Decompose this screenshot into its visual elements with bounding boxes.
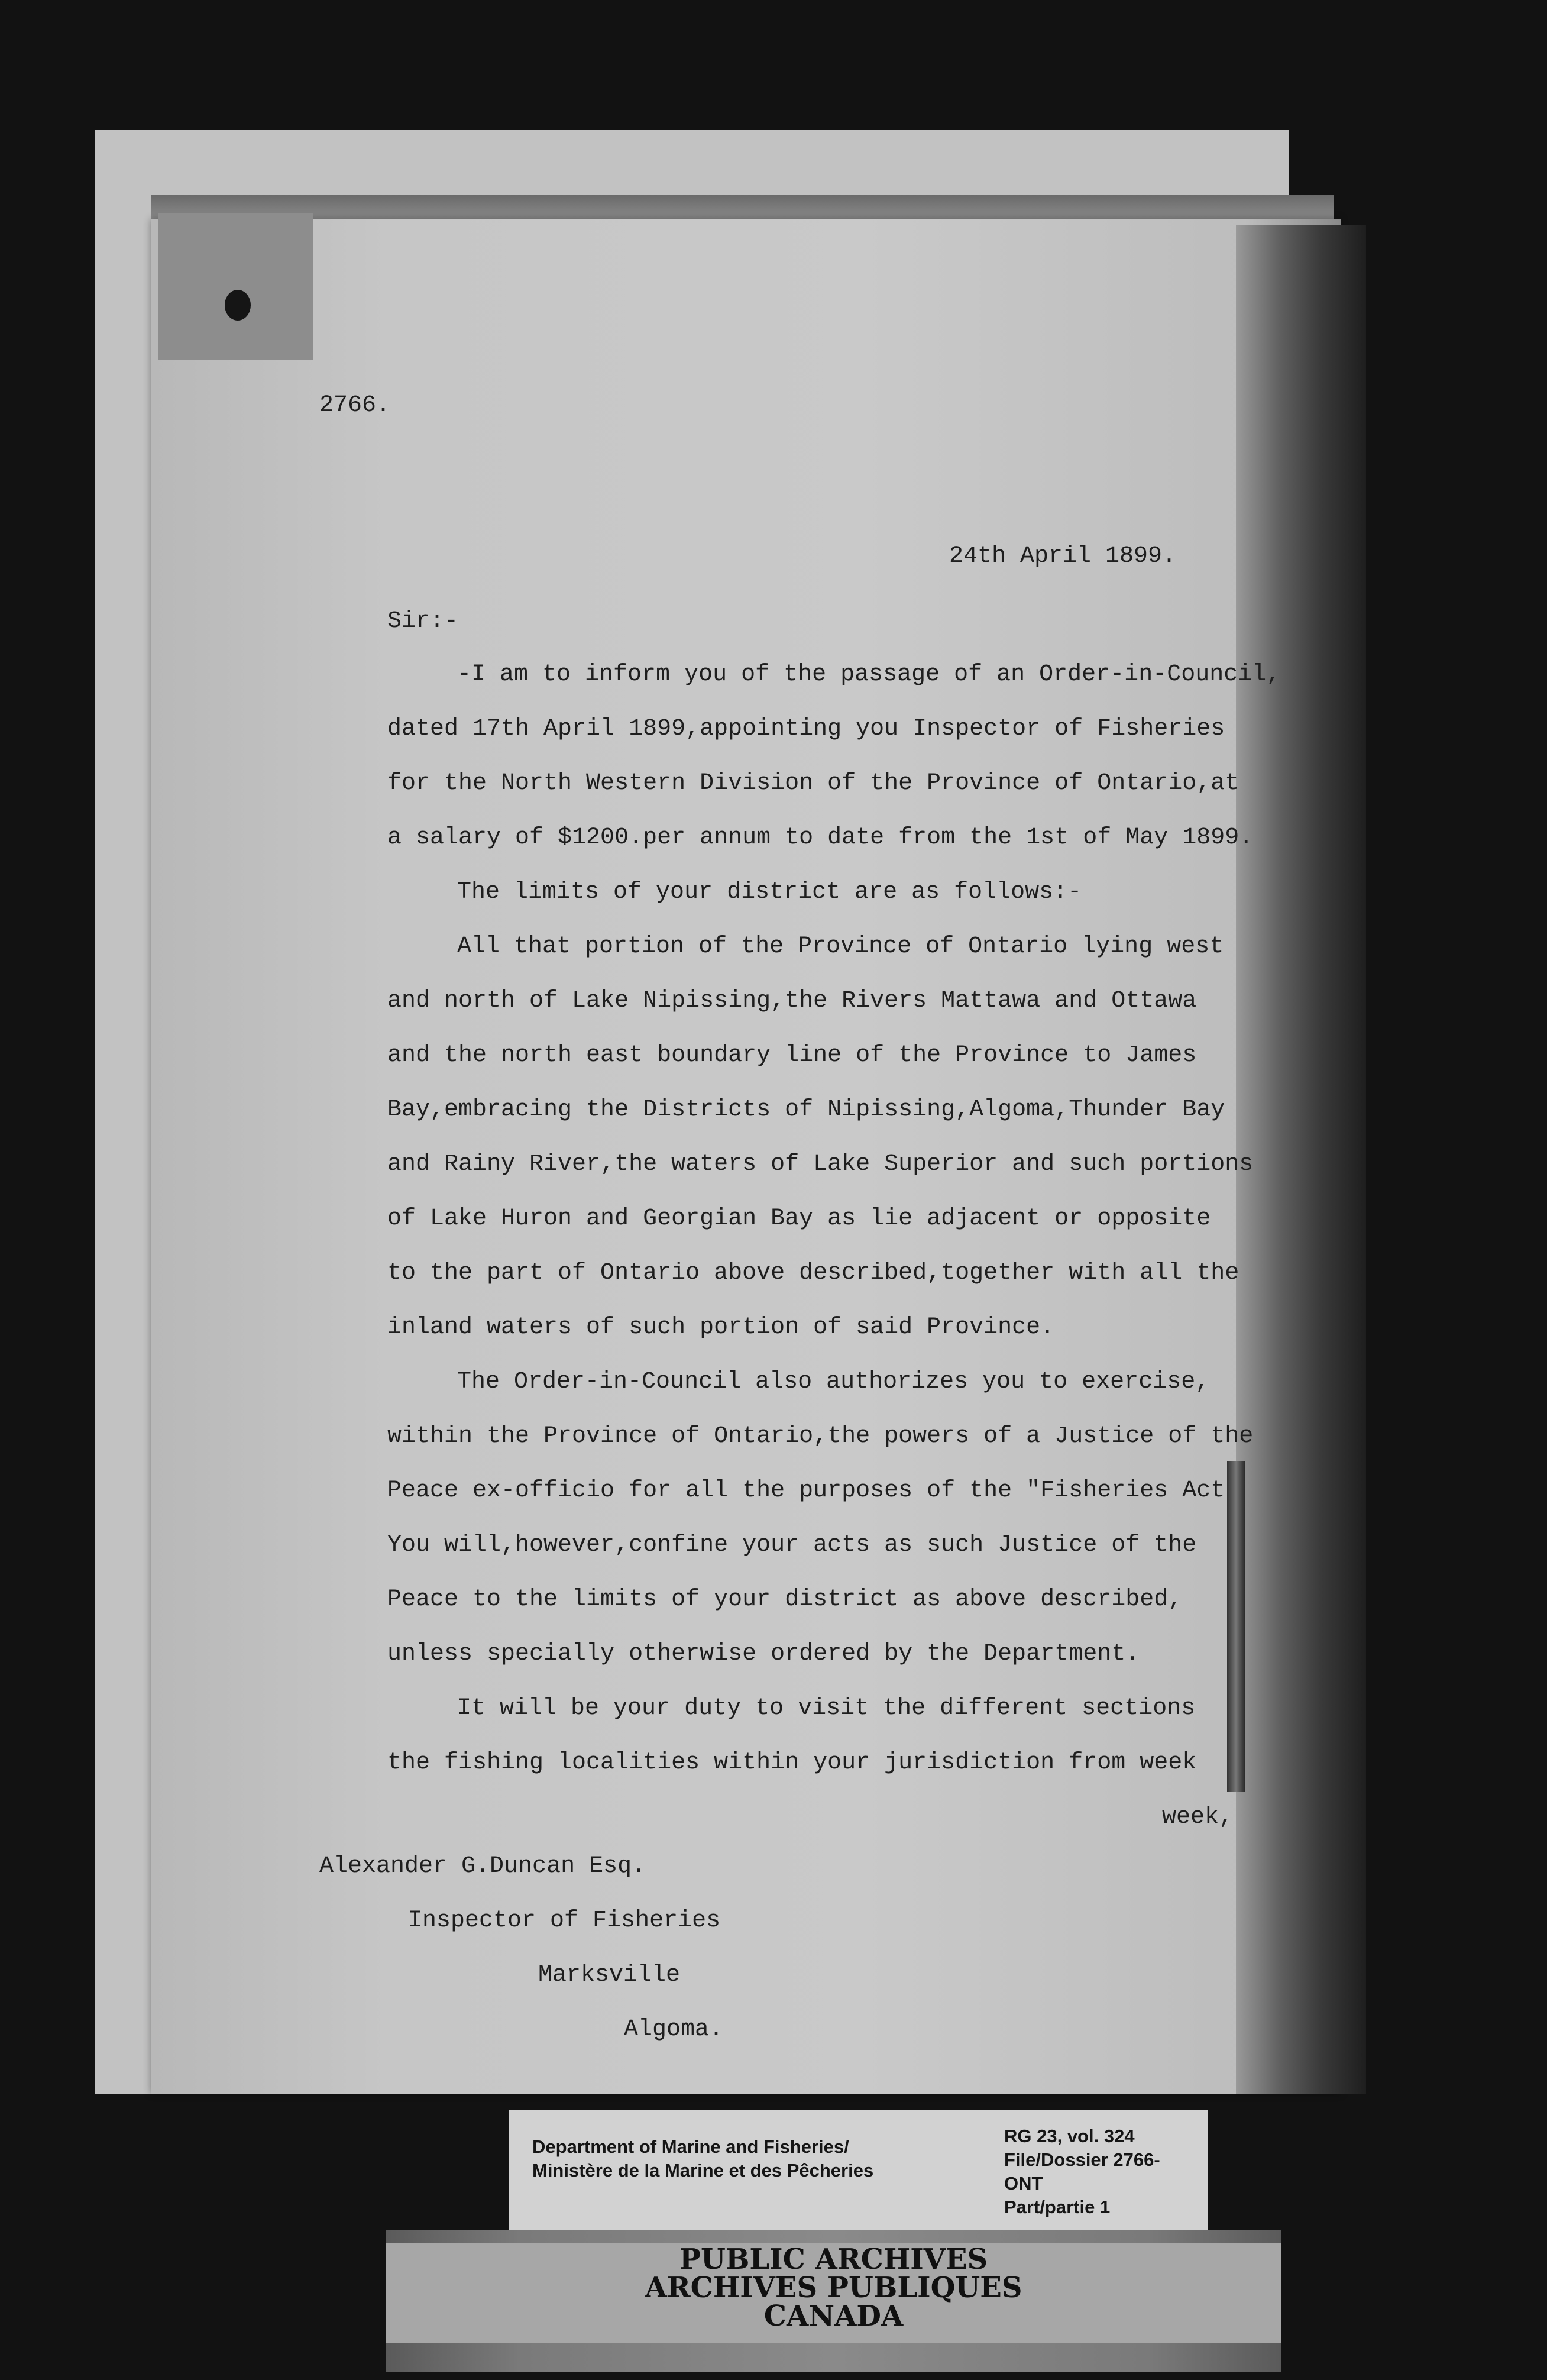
body-line: of Lake Huron and Georgian Bay as lie adjacent or opposite	[387, 1205, 1211, 1232]
body-line: It will be your duty to visit the different sections	[457, 1695, 1196, 1722]
body-line: week,	[1161, 1804, 1233, 1831]
body-line: You will,however,confine your acts as such Justice of the	[387, 1532, 1197, 1558]
addressee-name: Alexander G.Duncan Esq.	[319, 1853, 646, 1880]
stamp-line: ARCHIVES PUBLIQUES	[645, 2271, 1022, 2304]
addressee-title: Inspector of Fisheries	[408, 1907, 721, 1934]
reference-line: File/Dossier 2766-	[1004, 2149, 1160, 2170]
addressee-district: Algoma.	[624, 2016, 724, 2043]
department-line-fr: Ministère de la Marine et des Pêcheries	[532, 2160, 874, 2181]
department-line-en: Department of Marine and Fisheries/	[532, 2136, 849, 2157]
body-line: inland waters of such portion of said Province.	[387, 1314, 1055, 1341]
body-line: a salary of $1200.per annum to date from the 1st of May 1899.	[387, 824, 1254, 851]
stamp-line: PUBLIC ARCHIVES	[679, 2243, 988, 2276]
ink-blot	[225, 290, 251, 321]
addressee-place: Marksville	[538, 1962, 681, 1988]
reference-line: ONT	[1004, 2173, 1043, 2194]
body-line: and Rainy River,the waters of Lake Superior and such portions	[387, 1151, 1254, 1178]
body-line: Peace ex-officio for all the purposes of the "Fisheries Act	[387, 1477, 1225, 1504]
body-line: within the Province of Ontario,the powers of a Justice of the	[387, 1423, 1254, 1450]
body-line: and north of Lake Nipissing,the Rivers Mattawa and Ottawa	[387, 988, 1197, 1014]
archive-department	[532, 2135, 873, 2182]
body-line: for the North Western Division of the Province of Ontario,at	[387, 770, 1239, 797]
reference-line: Part/partie 1	[1004, 2197, 1111, 2217]
addressee-block	[319, 1839, 723, 2057]
file-number: 2766.	[319, 392, 391, 419]
body-line: to the part of Ontario above described,together with all the	[387, 1260, 1239, 1286]
salutation: Sir:-	[387, 608, 459, 635]
body-line: All that portion of the Province of Ontario lying west	[457, 933, 1224, 960]
body-line: unless specially otherwise ordered by the Department.	[387, 1641, 1140, 1667]
filing-tab	[158, 213, 313, 360]
letter-date: 24th April 1899.	[949, 543, 1177, 570]
body-line: the fishing localities within your jurisdiction from week	[387, 1750, 1197, 1776]
body-line: -I am to inform you of the passage of an Order-in-Council,	[457, 661, 1281, 688]
stamp-line: CANADA	[763, 2300, 904, 2333]
archive-reference	[1004, 2124, 1160, 2219]
body-line: Peace to the limits of your district as above described,	[387, 1586, 1183, 1613]
body-line: and the north east boundary line of the Province to James	[387, 1042, 1197, 1069]
body-line: The Order-in-Council also authorizes you to exercise,	[457, 1369, 1210, 1395]
archive-label	[509, 2110, 1208, 2236]
body-line: Bay,embracing the Districts of Nipissing,Algoma,Thunder Bay	[387, 1097, 1225, 1123]
archive-stamp	[386, 2230, 1281, 2372]
reference-line: RG 23, vol. 324	[1004, 2126, 1135, 2146]
body-line: The limits of your district are as follows:-	[457, 879, 1082, 906]
body-line: dated 17th April 1899,appointing you Inspector of Fisheries	[387, 716, 1225, 742]
stamp-text	[386, 2243, 1281, 2333]
letter-body	[387, 648, 1280, 1845]
